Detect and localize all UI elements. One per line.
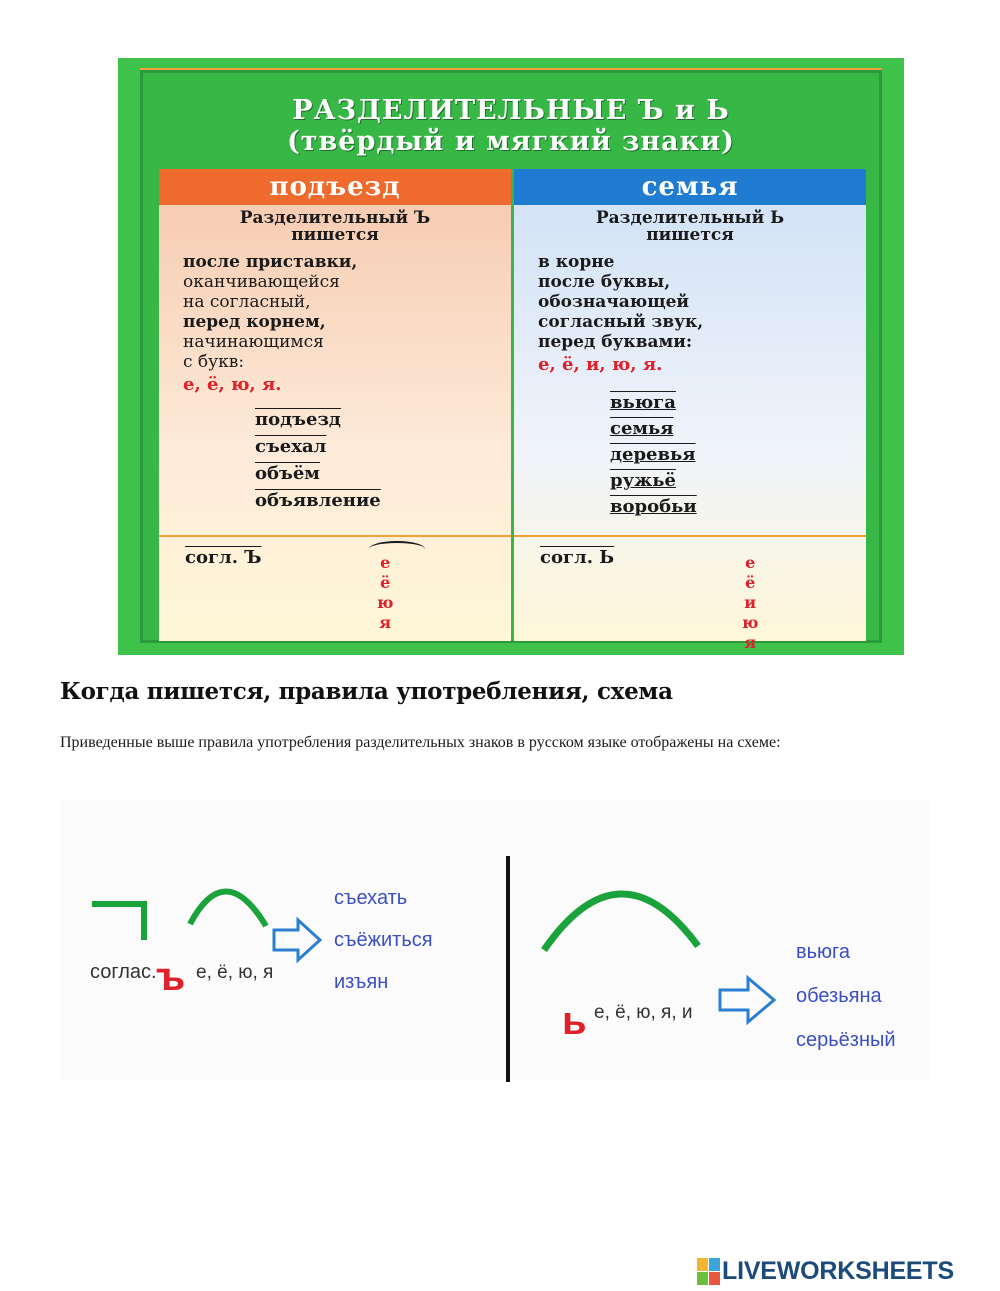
hard-sign-letters: е, ё, ю, я. bbox=[183, 374, 282, 395]
hard-sign-glyph: ъ bbox=[156, 955, 186, 999]
scheme-vowel: ю bbox=[377, 593, 394, 612]
diagram-example: съехать bbox=[334, 887, 408, 909]
prefix-corner-icon bbox=[92, 904, 144, 940]
hard-sign-subtitle bbox=[159, 210, 511, 244]
consonant-label: соглас. bbox=[90, 961, 157, 983]
scheme-vowel: е bbox=[380, 553, 391, 572]
hard-rule-line: перед корнем, bbox=[183, 312, 326, 332]
scheme-vowel: я bbox=[744, 633, 757, 652]
soft-sign-subtitle-line1: Разделительный Ь bbox=[595, 208, 785, 228]
soft-sign-rule bbox=[514, 252, 866, 352]
example-word: съехал bbox=[255, 436, 327, 457]
hard-sign-rule bbox=[159, 252, 511, 372]
hard-rule-line: после приставки, bbox=[183, 252, 358, 272]
root-arc-icon bbox=[190, 891, 266, 926]
soft-sign-letters: е, ё, и, ю, я. bbox=[538, 354, 663, 375]
soft-rule-line: перед буквами: bbox=[538, 332, 693, 352]
example-word: воробьи bbox=[610, 496, 697, 517]
hard-rule-line: на согласный, bbox=[183, 292, 311, 312]
scheme-divider bbox=[159, 535, 511, 537]
scheme-vowel: е bbox=[745, 553, 756, 572]
section-paragraph: Приведенные выше правила употребления разделительных знаков в русском языке отображены на схеме: bbox=[60, 734, 781, 751]
scheme-vowel: и bbox=[744, 593, 757, 612]
example-word: вьюга bbox=[610, 392, 676, 413]
soft-vowels: е, ё, ю, я, и bbox=[594, 1002, 693, 1023]
soft-scheme-vowels bbox=[742, 553, 758, 653]
hard-rule-line: оканчивающейся bbox=[183, 272, 340, 292]
diagram-example: обезьяна bbox=[796, 985, 882, 1007]
example-word: ружьё bbox=[610, 470, 676, 491]
arrow-right-icon bbox=[720, 978, 774, 1022]
section-heading: Когда пишется, правила употребления, схема bbox=[60, 678, 673, 705]
hard-rule-line: начинающимся bbox=[183, 332, 324, 352]
diagram-example: вьюга bbox=[796, 941, 851, 963]
arrow-right-icon bbox=[274, 920, 320, 960]
hard-rule-line: с букв: bbox=[183, 352, 245, 372]
example-word: подъезд bbox=[255, 409, 341, 430]
hard-sign-header: подъезд bbox=[159, 169, 511, 205]
diagram-example: серьёзный bbox=[796, 1029, 896, 1051]
logo-text: LIVEWORKSHEETS bbox=[722, 1256, 954, 1285]
hard-sign-subtitle-line1: Разделительный Ъ bbox=[239, 208, 431, 228]
hard-sign-subtitle-line2: пишется bbox=[291, 225, 379, 245]
soft-sign-column bbox=[514, 169, 866, 652]
hard-sign-scheme bbox=[185, 547, 261, 568]
poster-frame bbox=[140, 70, 882, 652]
liveworksheets-logo[interactable] bbox=[697, 1255, 954, 1287]
soft-sign-header: семья bbox=[514, 169, 866, 205]
poster-title bbox=[143, 95, 879, 157]
hard-sign-examples bbox=[159, 406, 511, 514]
soft-rule-line: в корне bbox=[538, 252, 615, 272]
soft-sign-subtitle-line2: пишется bbox=[646, 225, 734, 245]
diagram-separator bbox=[506, 856, 510, 1082]
scheme-vowel: я bbox=[379, 613, 392, 632]
soft-rule-line: после буквы, bbox=[538, 272, 671, 292]
example-word: объявление bbox=[255, 490, 381, 511]
soft-sign-scheme bbox=[540, 547, 614, 568]
separating-signs-diagram bbox=[60, 800, 930, 1080]
hard-vowels: е, ё, ю, я bbox=[196, 962, 274, 983]
hard-sign-column bbox=[159, 169, 511, 641]
rules-poster bbox=[118, 58, 904, 655]
logo-squares-icon bbox=[697, 1258, 719, 1284]
hard-scheme-label: согл. Ъ bbox=[185, 547, 262, 568]
poster-title-line1: РАЗДЕЛИТЕЛЬНЫЕ Ъ и Ь bbox=[292, 95, 730, 126]
diagram-example: съёжиться bbox=[334, 929, 433, 951]
soft-rule-line: согласный звук, bbox=[538, 312, 704, 332]
diagram-canvas bbox=[60, 800, 930, 1080]
soft-sign-examples bbox=[514, 390, 866, 520]
scheme-vowel: ю bbox=[742, 613, 759, 632]
soft-scheme-label: согл. Ь bbox=[540, 547, 615, 568]
soft-rule-line: обозначающей bbox=[538, 292, 690, 312]
diagram-example: изъян bbox=[334, 971, 389, 993]
example-word: объём bbox=[255, 463, 320, 484]
example-word: семья bbox=[610, 418, 674, 439]
poster-title-line2: (твёрдый и мягкий знаки) bbox=[287, 126, 735, 157]
scheme-vowel: ё bbox=[380, 573, 391, 592]
hard-scheme-vowels bbox=[377, 553, 393, 633]
example-word: деревья bbox=[610, 444, 696, 465]
scheme-divider bbox=[514, 535, 866, 537]
soft-sign-glyph: ь bbox=[562, 999, 587, 1043]
scheme-vowel: ё bbox=[745, 573, 756, 592]
root-arc-icon bbox=[544, 894, 698, 950]
soft-sign-subtitle bbox=[514, 210, 866, 244]
